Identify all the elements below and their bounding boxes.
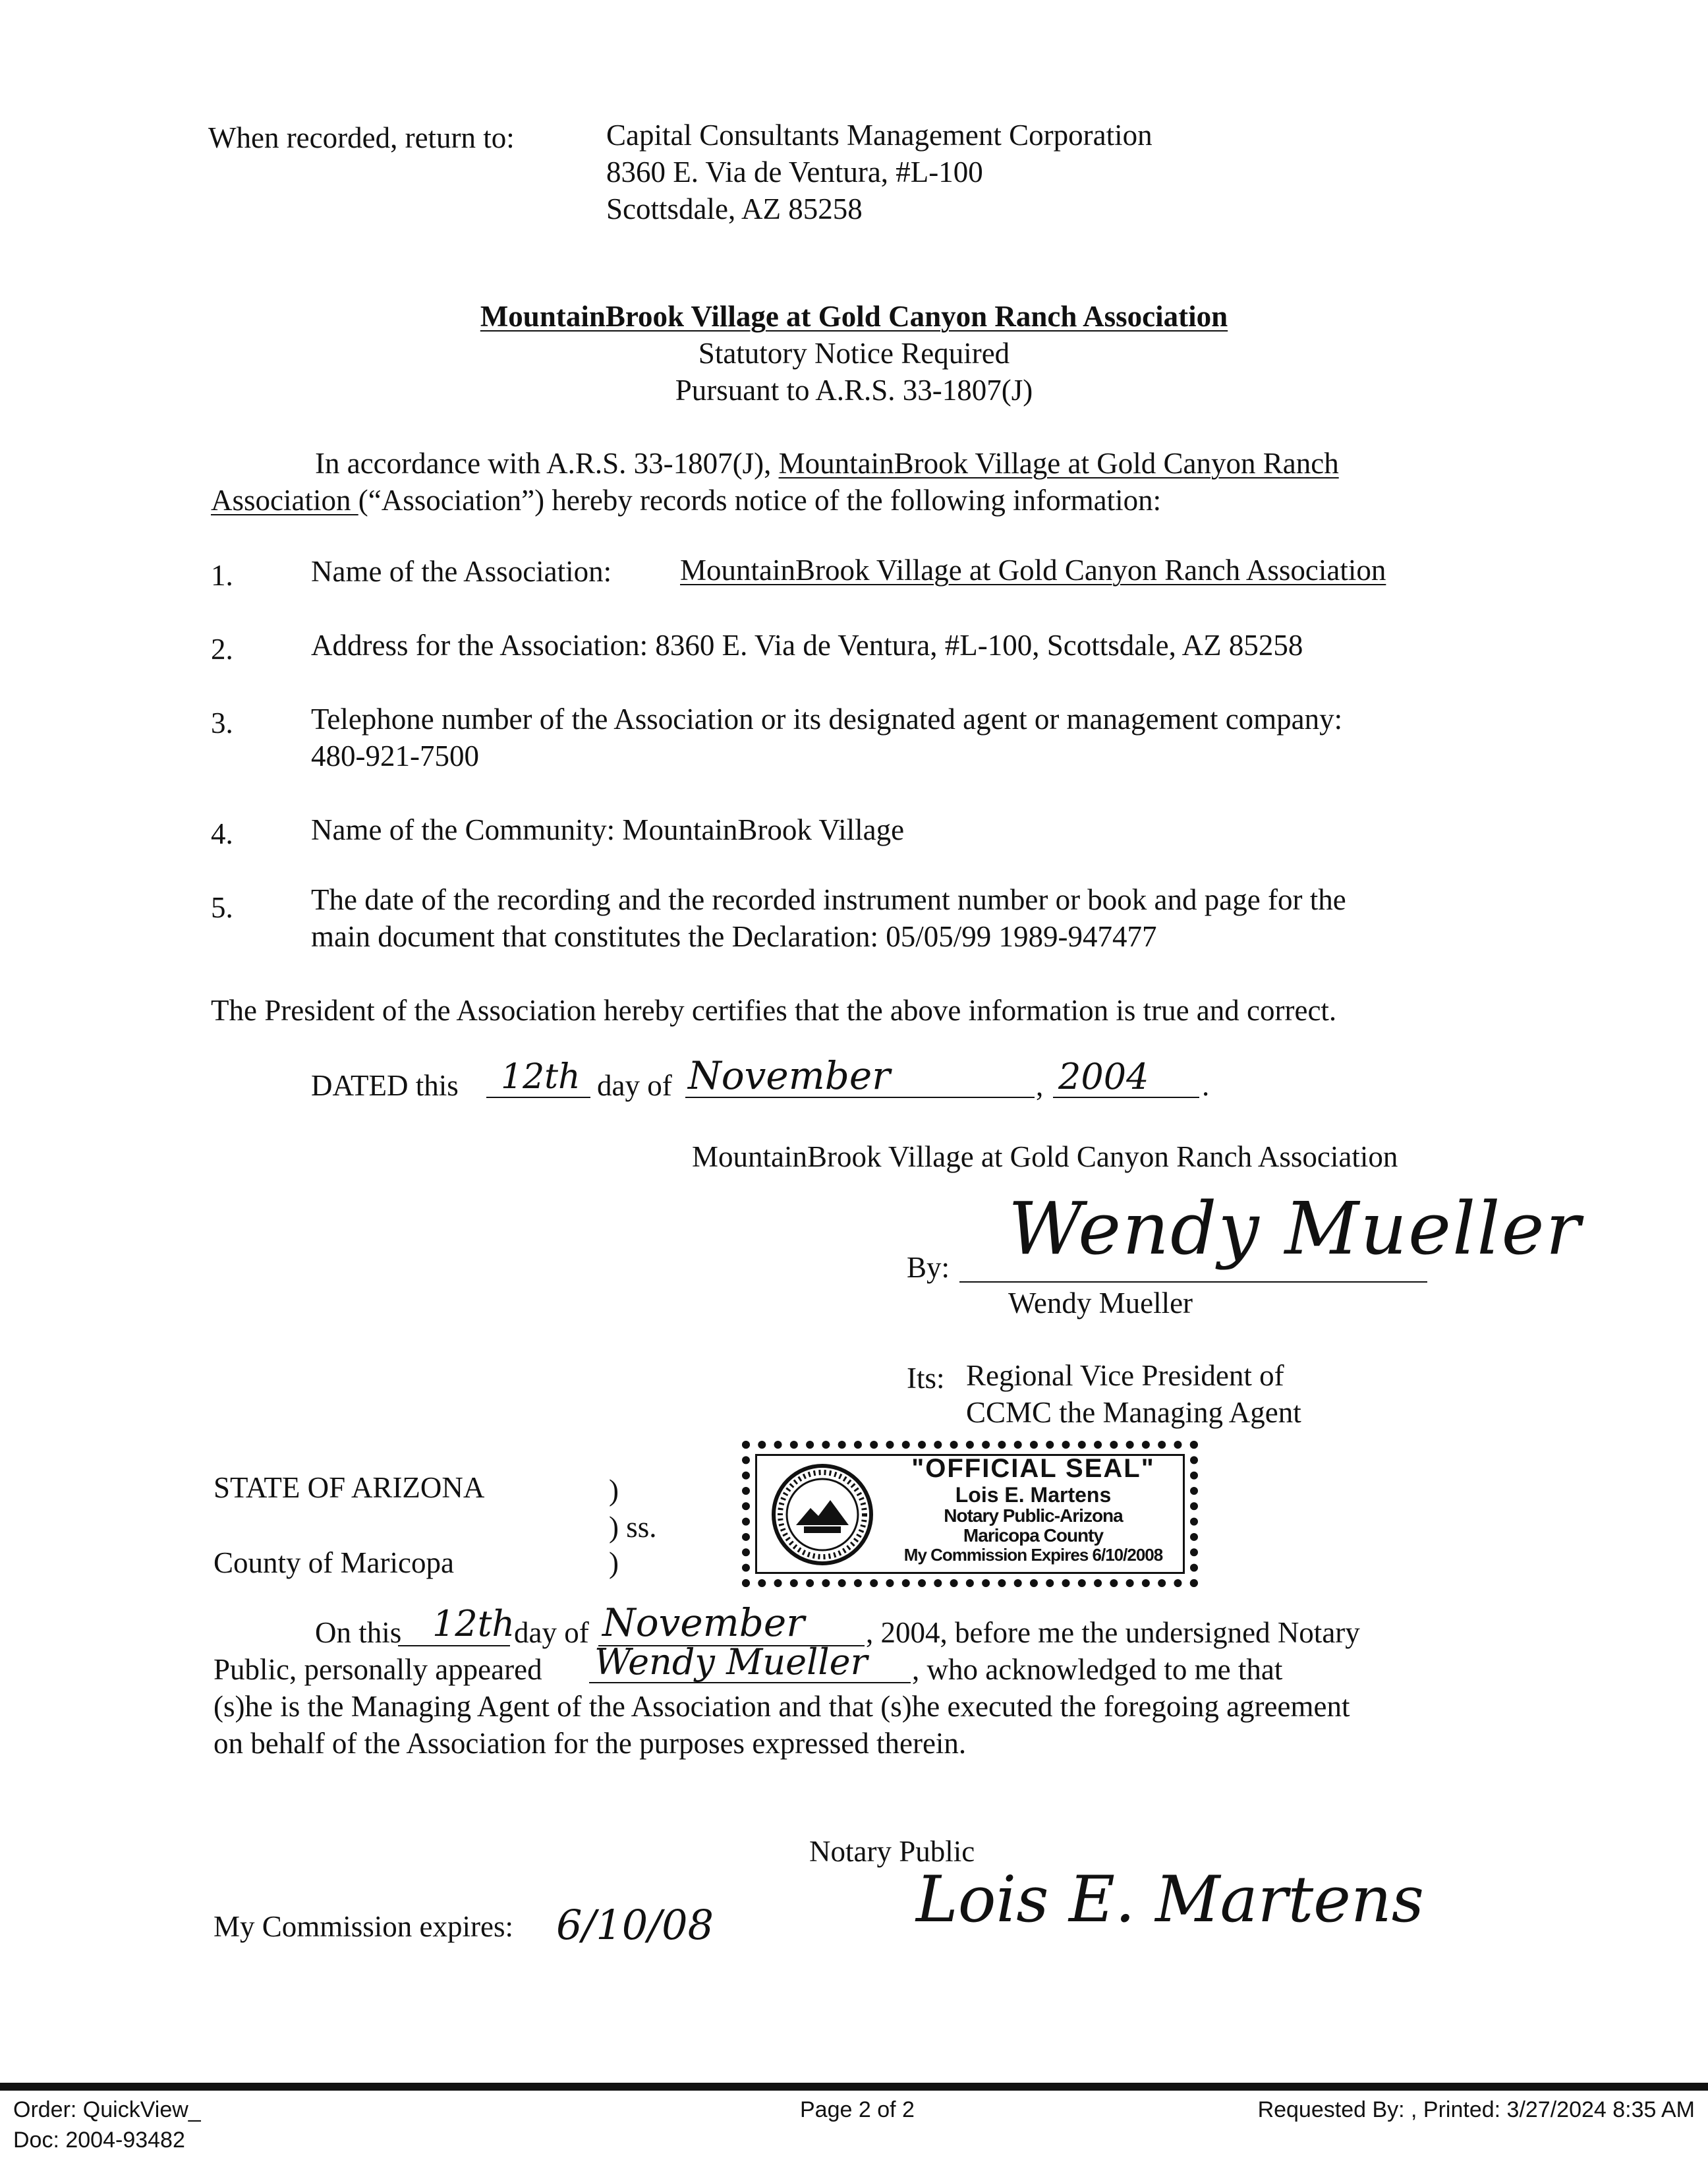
certification-statement: The President of the Association hereby certifies that the above information is true and correct. [211, 994, 1337, 1027]
notary-appeared-name-blank [589, 1641, 911, 1683]
intro-line-2 [211, 482, 1161, 518]
venue-county: County of Maricopa [214, 1546, 454, 1579]
item-3-line-1: Telephone number of the Association or its designated agent or management company: [311, 703, 1343, 736]
seal-county: Maricopa County [963, 1525, 1104, 1546]
return-to-line-1: Capital Consultants Management Corporation [606, 119, 1153, 152]
by-label: By: [907, 1251, 950, 1284]
signatory-title-2: CCMC the Managing Agent [966, 1396, 1301, 1429]
dated-day-of: day of [597, 1069, 672, 1102]
footer-rule [0, 2083, 1708, 2091]
item-2-text: Address for the Association: 8360 E. Via de Ventura, #L-100, Scottsdale, AZ 85258 [311, 629, 1303, 662]
seal-commission-expires: My Commission Expires 6/10/2008 [903, 1545, 1163, 1565]
return-to-line-3: Scottsdale, AZ 85258 [606, 192, 863, 225]
dated-comma: , [1036, 1069, 1044, 1102]
arizona-state-seal-icon [770, 1462, 875, 1567]
notary-acknowledged: , who acknowledged to me that [912, 1653, 1283, 1686]
intro-prefix: In accordance with A.R.S. 33-1807(J), [315, 447, 779, 480]
venue-ss: ) ss. [609, 1511, 657, 1544]
footer-requested: Requested By: , Printed: 3/27/2024 8:35 AM [1257, 2097, 1695, 2122]
item-1-label: Name of the Association: [311, 555, 612, 588]
intro-rest: (“Association”) hereby records notice of the following information: [358, 484, 1162, 517]
notary-date-rest: , 2004, before me the undersigned Notary [866, 1616, 1360, 1649]
intro-association-name: MountainBrook Village at Gold Canyon Ranch [778, 447, 1339, 480]
dated-month-handwritten: November [688, 1053, 890, 1098]
venue-paren-top: ) [609, 1474, 619, 1507]
item-5-line-1: The date of the recording and the recorded instrument number or book and page for the [311, 883, 1346, 916]
dated-period: . [1202, 1069, 1210, 1102]
seal-notary-state: Notary Public-Arizona [944, 1505, 1123, 1526]
item-1-number: 1. [211, 559, 233, 592]
venue-paren-bottom: ) [609, 1546, 619, 1579]
return-to-line-2: 8360 E. Via de Ventura, #L-100 [606, 156, 983, 188]
signatory-association: MountainBrook Village at Gold Canyon Ranch Association [692, 1140, 1398, 1173]
document-title: MountainBrook Village at Gold Canyon Ranch Association [480, 300, 1228, 333]
its-label: Its: [907, 1362, 945, 1395]
signatory-title-1: Regional Vice President of [966, 1359, 1284, 1392]
signature-line [959, 1281, 1427, 1283]
dated-year-handwritten: 2004 [1058, 1056, 1149, 1097]
commission-expires-label: My Commission expires: [214, 1910, 514, 1943]
notary-public-label: Notary Public [809, 1835, 975, 1868]
item-3-line-2: 480-921-7500 [311, 740, 479, 772]
intro-line-1 [315, 446, 1339, 481]
item-4-number: 4. [211, 817, 233, 850]
dated-label: DATED this [311, 1069, 459, 1102]
notary-line-4: on behalf of the Association for the purposes expressed therein. [214, 1727, 967, 1760]
dated-year-blank [1053, 1056, 1199, 1098]
notary-on-this: On this [315, 1616, 402, 1649]
footer-doc: Doc: 2004-93482 [13, 2128, 185, 2153]
item-5-number: 5. [211, 891, 233, 924]
dated-day-blank [486, 1057, 590, 1098]
seal-notary-name: Lois E. Martens [955, 1483, 1112, 1507]
notary-day-handwritten: 12th [432, 1603, 515, 1644]
dated-month-blank [685, 1053, 1035, 1098]
item-2-number: 2. [211, 633, 233, 666]
item-3-number: 3. [211, 707, 233, 740]
item-1-value: MountainBrook Village at Gold Canyon Ranch Association [680, 554, 1386, 587]
notary-day-of: day of [514, 1616, 589, 1649]
official-seal-stamp [742, 1441, 1198, 1587]
footer-page: Page 2 of 2 [800, 2097, 915, 2122]
notary-line-3: (s)he is the Managing Agent of the Association and that (s)he executed the foregoing agreement [214, 1690, 1350, 1723]
notary-signature: Lois E. Martens [916, 1863, 1425, 1936]
notary-month-handwritten: November [602, 1600, 805, 1645]
notary-public-appeared: Public, personally appeared [214, 1653, 542, 1686]
return-to-label: When recorded, return to: [208, 121, 515, 154]
footer-order: Order: QuickView_ [13, 2097, 201, 2122]
commission-expires-date: 6/10/08 [556, 1901, 714, 1949]
intro-association-word: Association [211, 484, 358, 517]
notary-appeared-name-handwritten: Wendy Mueller [594, 1641, 868, 1683]
document-subtitle: Statutory Notice Required [698, 337, 1010, 370]
signatory-printed-name: Wendy Mueller [1008, 1287, 1193, 1320]
president-signature: Wendy Mueller [1008, 1186, 1582, 1271]
notary-day-blank [398, 1603, 515, 1646]
seal-official-seal: "OFFICIAL SEAL" [911, 1454, 1155, 1483]
item-5-line-2: main document that constitutes the Declaration: 05/05/99 1989-947477 [311, 920, 1157, 953]
dated-day-handwritten: 12th [501, 1057, 581, 1097]
document-statute: Pursuant to A.R.S. 33-1807(J) [675, 374, 1033, 407]
venue-state: STATE OF ARIZONA [214, 1471, 485, 1504]
item-4-text: Name of the Community: MountainBrook Village [311, 813, 905, 846]
